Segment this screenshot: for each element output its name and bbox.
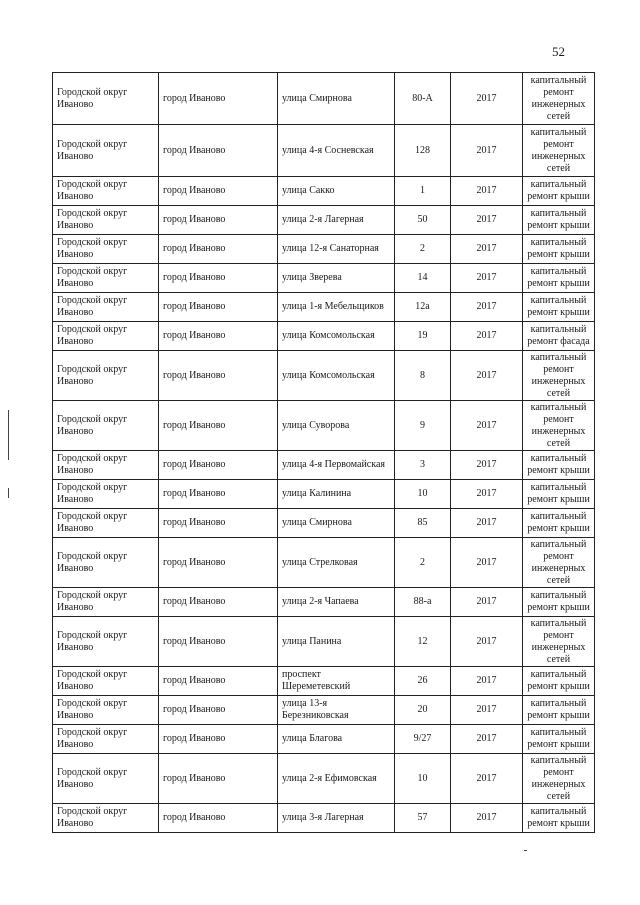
repair-schedule-table [52,72,595,833]
year-cell: 2017 [451,696,523,725]
year-cell: 2017 [451,235,523,264]
city-cell: город Иваново [159,804,278,833]
district-cell: Городской округ Иваново [53,351,159,401]
margin-mark [8,488,9,498]
district-cell: Городской округ Иваново [53,322,159,351]
year-cell: 2017 [451,264,523,293]
district-cell: Городской округ Иваново [53,588,159,617]
city-cell: город Иваново [159,538,278,588]
district-cell: Городской округ Иваново [53,177,159,206]
table-row [53,588,595,617]
house-number-cell: 14 [395,264,451,293]
city-cell: город Иваново [159,351,278,401]
street-cell: проспект Шереметевский [278,667,395,696]
work-type-cell: капитальный ремонт крыши [523,264,595,293]
table-row [53,754,595,804]
table-row [53,401,595,451]
table-row [53,725,595,754]
table-row [53,509,595,538]
city-cell: город Иваново [159,264,278,293]
street-cell: улица 12-я Санаторная [278,235,395,264]
year-cell: 2017 [451,206,523,235]
work-type-cell: капитальный ремонт инженерных сетей [523,125,595,177]
street-cell: улица 3-я Лагерная [278,804,395,833]
street-cell: улица Смирнова [278,509,395,538]
house-number-cell: 20 [395,696,451,725]
year-cell: 2017 [451,351,523,401]
scan-dot [524,850,527,851]
house-number-cell: 10 [395,754,451,804]
work-type-cell: капитальный ремонт крыши [523,804,595,833]
table-row [53,235,595,264]
district-cell: Городской округ Иваново [53,125,159,177]
city-cell: город Иваново [159,293,278,322]
street-cell: улица 13-я Березниковская [278,696,395,725]
work-type-cell: капитальный ремонт крыши [523,509,595,538]
year-cell: 2017 [451,725,523,754]
district-cell: Городской округ Иваново [53,538,159,588]
year-cell: 2017 [451,451,523,480]
table-row [53,177,595,206]
work-type-cell: капитальный ремонт крыши [523,206,595,235]
year-cell: 2017 [451,125,523,177]
house-number-cell: 19 [395,322,451,351]
city-cell: город Иваново [159,509,278,538]
house-number-cell: 128 [395,125,451,177]
street-cell: улица Сакко [278,177,395,206]
street-cell: улица Комсомольская [278,351,395,401]
table-row [53,804,595,833]
table-row [53,696,595,725]
district-cell: Городской округ Иваново [53,206,159,235]
year-cell: 2017 [451,401,523,451]
work-type-cell: капитальный ремонт инженерных сетей [523,754,595,804]
table-row [53,480,595,509]
work-type-cell: капитальный ремонт крыши [523,480,595,509]
city-cell: город Иваново [159,617,278,667]
house-number-cell: 85 [395,509,451,538]
city-cell: город Иваново [159,754,278,804]
city-cell: город Иваново [159,177,278,206]
district-cell: Городской округ Иваново [53,480,159,509]
year-cell: 2017 [451,538,523,588]
house-number-cell: 10 [395,480,451,509]
page-number: 52 [552,44,565,59]
table-row [53,264,595,293]
work-type-cell: капитальный ремонт крыши [523,177,595,206]
work-type-cell: капитальный ремонт крыши [523,725,595,754]
street-cell: улица Панина [278,617,395,667]
street-cell: улица Зверева [278,264,395,293]
city-cell: город Иваново [159,322,278,351]
work-type-cell: капитальный ремонт инженерных сетей [523,538,595,588]
table-body [53,73,595,833]
street-cell: улица 2-я Ефимовская [278,754,395,804]
city-cell: город Иваново [159,696,278,725]
district-cell: Городской округ Иваново [53,617,159,667]
work-type-cell: капитальный ремонт крыши [523,588,595,617]
house-number-cell: 9/27 [395,725,451,754]
street-cell: улица Благова [278,725,395,754]
work-type-cell: капитальный ремонт инженерных сетей [523,617,595,667]
city-cell: город Иваново [159,725,278,754]
city-cell: город Иваново [159,480,278,509]
house-number-cell: 3 [395,451,451,480]
district-cell: Городской округ Иваново [53,235,159,264]
city-cell: город Иваново [159,451,278,480]
district-cell: Городской округ Иваново [53,667,159,696]
table-row [53,206,595,235]
table-row [53,125,595,177]
work-type-cell: капитальный ремонт инженерных сетей [523,401,595,451]
work-type-cell: капитальный ремонт крыши [523,667,595,696]
street-cell: улица Калинина [278,480,395,509]
table-row [53,538,595,588]
street-cell: улица 4-я Первомайская [278,451,395,480]
house-number-cell: 12 [395,617,451,667]
district-cell: Городской округ Иваново [53,451,159,480]
year-cell: 2017 [451,754,523,804]
house-number-cell: 80-А [395,73,451,125]
year-cell: 2017 [451,667,523,696]
district-cell: Городской округ Иваново [53,725,159,754]
street-cell: улица 2-я Чапаева [278,588,395,617]
work-type-cell: капитальный ремонт крыши [523,696,595,725]
year-cell: 2017 [451,293,523,322]
city-cell: город Иваново [159,73,278,125]
table-row [53,617,595,667]
table-row [53,451,595,480]
street-cell: улица 2-я Лагерная [278,206,395,235]
house-number-cell: 1 [395,177,451,206]
year-cell: 2017 [451,322,523,351]
year-cell: 2017 [451,617,523,667]
city-cell: город Иваново [159,667,278,696]
work-type-cell: капитальный ремонт крыши [523,451,595,480]
city-cell: город Иваново [159,401,278,451]
city-cell: город Иваново [159,588,278,617]
year-cell: 2017 [451,588,523,617]
street-cell: улица 4-я Сосневская [278,125,395,177]
year-cell: 2017 [451,509,523,538]
house-number-cell: 50 [395,206,451,235]
table-row [53,667,595,696]
city-cell: город Иваново [159,206,278,235]
house-number-cell: 9 [395,401,451,451]
district-cell: Городской округ Иваново [53,401,159,451]
district-cell: Городской округ Иваново [53,804,159,833]
city-cell: город Иваново [159,235,278,264]
street-cell: улица Стрелковая [278,538,395,588]
house-number-cell: 8 [395,351,451,401]
work-type-cell: капитальный ремонт крыши [523,235,595,264]
house-number-cell: 2 [395,538,451,588]
year-cell: 2017 [451,480,523,509]
district-cell: Городской округ Иваново [53,754,159,804]
street-cell: улица Суворова [278,401,395,451]
street-cell: улица Комсомольская [278,322,395,351]
work-type-cell: капитальный ремонт крыши [523,293,595,322]
table-row [53,293,595,322]
work-type-cell: капитальный ремонт фасада [523,322,595,351]
year-cell: 2017 [451,804,523,833]
house-number-cell: 12а [395,293,451,322]
house-number-cell: 2 [395,235,451,264]
house-number-cell: 26 [395,667,451,696]
house-number-cell: 88-а [395,588,451,617]
year-cell: 2017 [451,73,523,125]
year-cell: 2017 [451,177,523,206]
house-number-cell: 57 [395,804,451,833]
street-cell: улица Смирнова [278,73,395,125]
table-row [53,322,595,351]
district-cell: Городской округ Иваново [53,696,159,725]
margin-mark [8,410,9,460]
district-cell: Городской округ Иваново [53,509,159,538]
table-row [53,351,595,401]
city-cell: город Иваново [159,125,278,177]
district-cell: Городской округ Иваново [53,293,159,322]
street-cell: улица 1-я Мебельщиков [278,293,395,322]
work-type-cell: капитальный ремонт инженерных сетей [523,351,595,401]
table-row [53,73,595,125]
district-cell: Городской округ Иваново [53,73,159,125]
work-type-cell: капитальный ремонт инженерных сетей [523,73,595,125]
district-cell: Городской округ Иваново [53,264,159,293]
